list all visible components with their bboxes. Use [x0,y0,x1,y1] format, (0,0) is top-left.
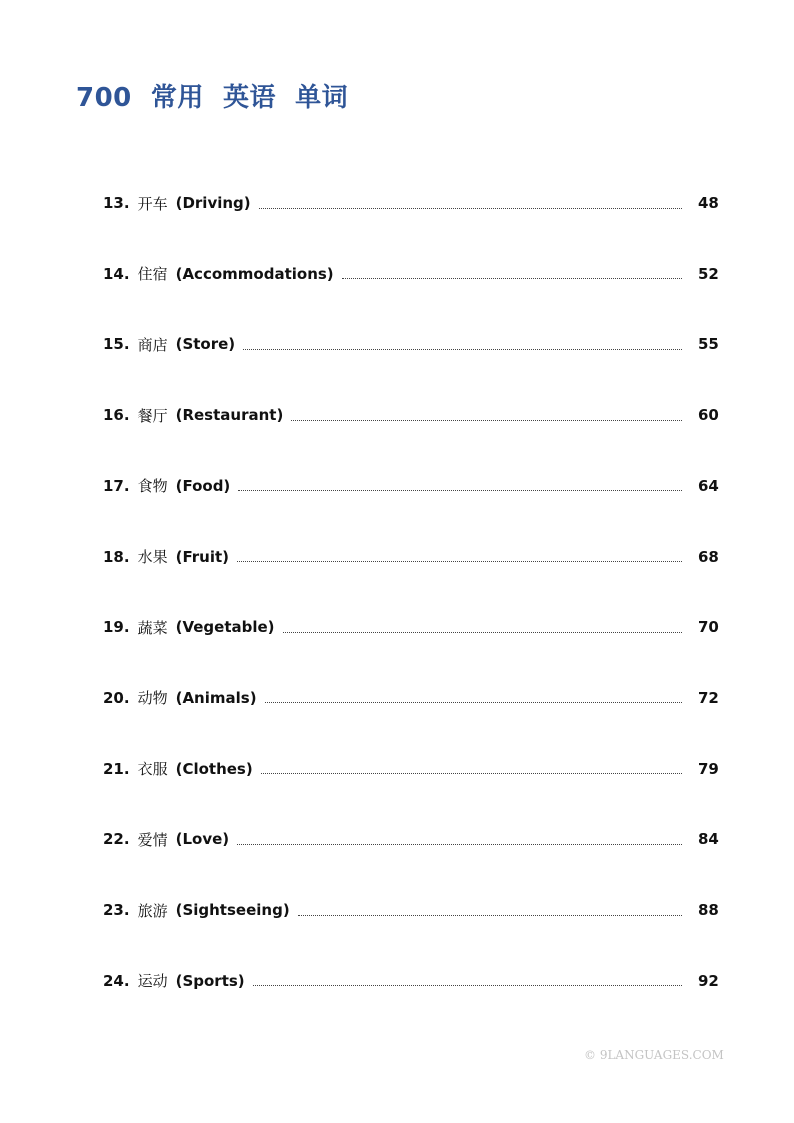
toc-number: 21. [103,759,130,778]
dot-leader [259,208,682,209]
toc-page-number: 79 [698,759,719,778]
dot-leader [253,985,682,986]
toc-entry-18[interactable] [103,540,718,574]
toc-page-number: 55 [698,335,719,354]
toc-chinese-title: 住宿 [137,265,168,284]
toc-chinese-title: 爱情 [137,830,168,849]
toc-number: 15. [103,335,130,354]
toc-chinese-title: 食物 [137,477,168,496]
toc-chinese-title: 开车 [137,194,168,213]
toc-page-number: 60 [698,406,719,425]
toc-entry-14[interactable] [103,257,718,291]
dot-leader [237,844,682,845]
toc-entry-22[interactable] [103,822,718,856]
toc-number: 20. [103,688,130,707]
dot-leader [291,420,682,421]
toc-page-number: 70 [698,618,719,637]
toc-chinese-title: 水果 [137,548,168,566]
toc-english-title: (Fruit) [175,547,229,566]
toc-chinese-title: 旅游 [137,901,168,920]
page-title: 700 常用 英语 单词 [76,83,349,113]
toc-number: 17. [103,476,130,495]
toc-number: 22. [103,830,130,849]
toc-english-title: (Accommodations) [175,264,334,283]
toc-number: 23. [103,901,130,919]
dot-leader [265,702,682,703]
toc-number: 13. [103,194,130,212]
toc-page-number: 64 [698,476,719,495]
toc-english-title: (Restaurant) [175,406,284,425]
toc-entry-16[interactable] [103,398,718,432]
toc-chinese-title: 动物 [137,689,168,708]
toc-english-title: (Food) [175,476,231,495]
dot-leader [298,915,682,916]
toc-chinese-title: 运动 [137,972,168,991]
toc-page-number: 88 [698,901,719,919]
toc-entry-24[interactable] [103,964,718,998]
toc-entry-19[interactable] [103,610,718,644]
toc-page-number: 84 [698,830,719,849]
toc-entry-20[interactable] [103,681,718,715]
dot-leader [238,490,682,491]
toc-number: 14. [103,264,130,283]
toc-entry-15[interactable] [103,327,718,361]
toc-page-number: 92 [698,971,719,990]
toc-page-number: 72 [698,688,719,707]
toc-chinese-title: 餐厅 [137,406,168,425]
copyright-footer: © 9LANGUAGES.COM [584,1048,724,1062]
toc-english-title: (Animals) [175,688,257,707]
toc-english-title: (Clothes) [175,759,253,778]
toc-page-number: 48 [698,194,719,212]
toc-chinese-title: 蔬菜 [137,618,168,637]
toc-english-title: (Love) [175,830,230,849]
toc-page-number: 52 [698,264,719,283]
dot-leader [342,278,682,279]
toc-page-number: 68 [698,547,719,566]
toc-number: 16. [103,406,130,425]
dot-leader [261,773,682,774]
toc-english-title: (Sightseeing) [175,901,290,919]
dot-leader [237,561,682,562]
toc-number: 24. [103,971,130,990]
dot-leader [243,349,682,350]
dot-leader [283,632,682,633]
toc-number: 19. [103,618,130,637]
toc-number: 18. [103,547,130,566]
toc-chinese-title: 商店 [137,335,168,354]
toc-entry-17[interactable] [103,469,718,503]
toc-english-title: (Store) [175,335,236,354]
toc-chinese-title: 衣服 [137,760,168,779]
toc-english-title: (Driving) [175,194,251,212]
toc-entry-23[interactable] [103,893,718,927]
toc-entry-13[interactable] [103,186,718,220]
toc-english-title: (Sports) [175,971,245,990]
toc-entry-21[interactable] [103,752,718,786]
toc-english-title: (Vegetable) [175,618,275,637]
